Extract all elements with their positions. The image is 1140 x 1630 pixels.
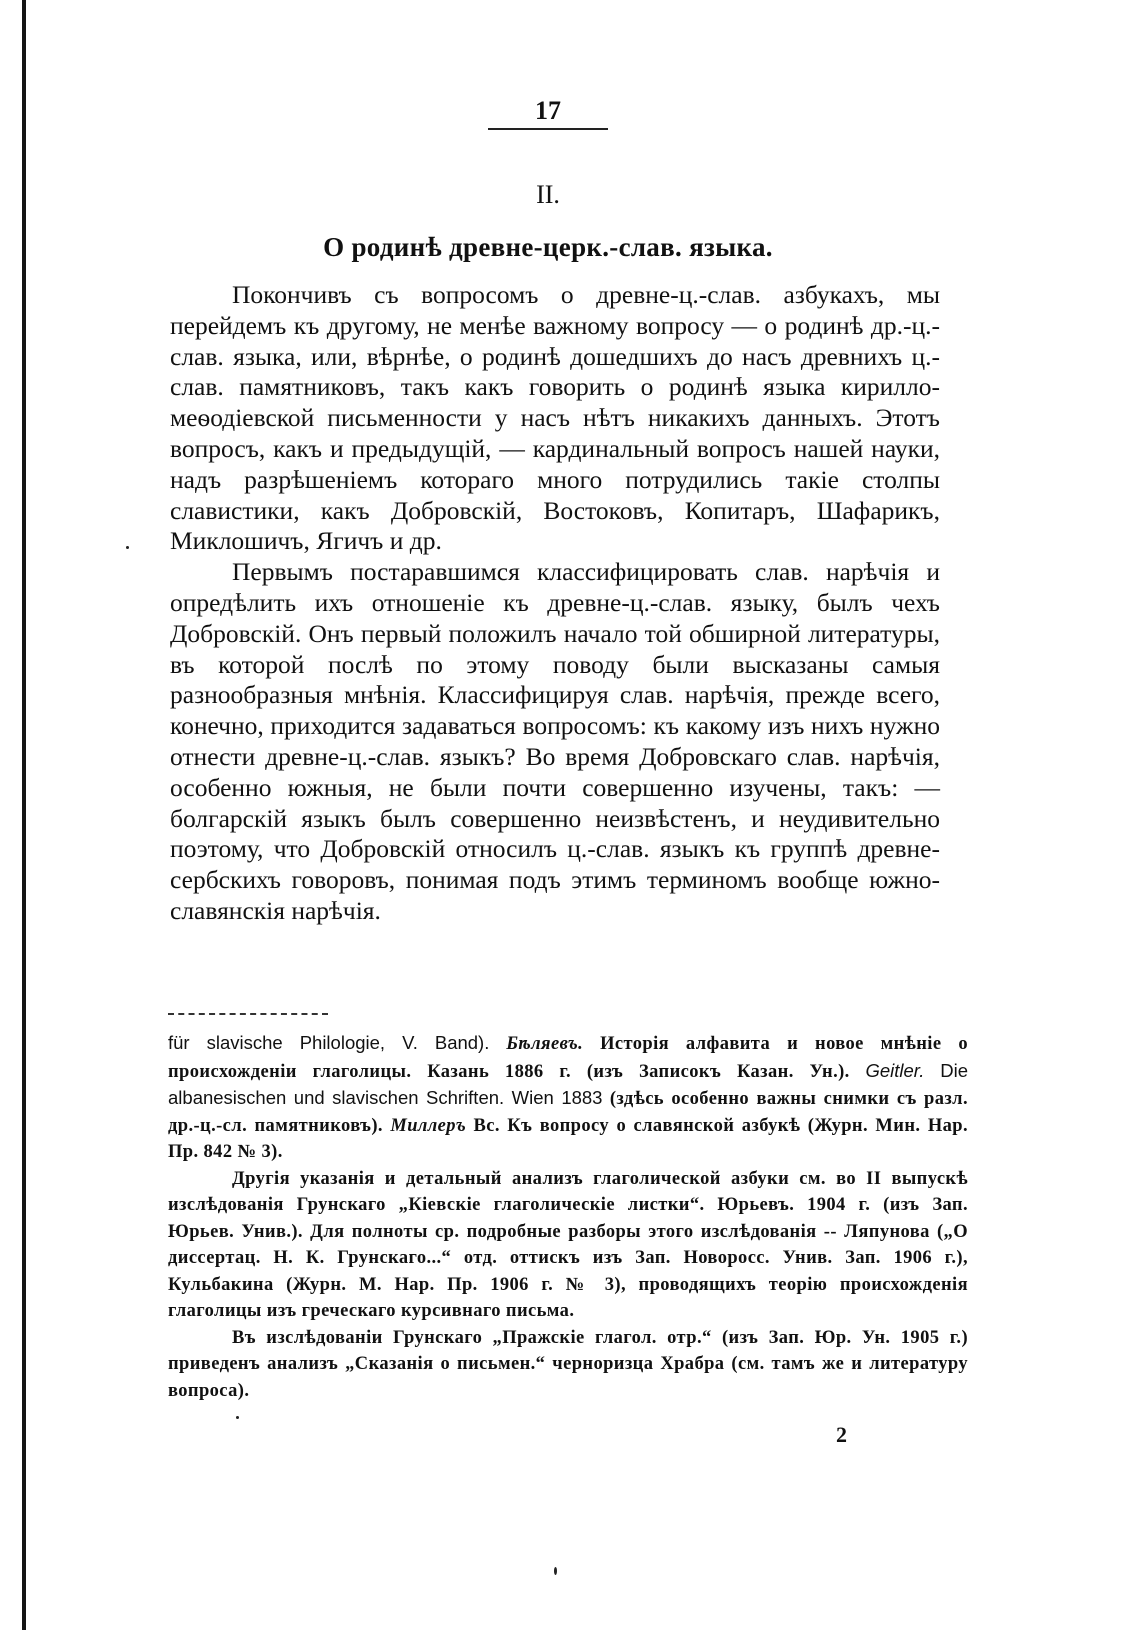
chapter-title: О родинѣ древне-церк.-слав. языка. bbox=[323, 232, 773, 262]
page-number: 17 bbox=[535, 96, 561, 125]
footnote: Другія указанія и детальный анализъ глаголической азбуки см. во II выпускѣ изслѣдованія Грунскаго „Кіевскіе глаголическіе листки“. Юрьевъ. 1904 г. (изъ Зап. Юрьев. Унив.). Для полноты ср. подробные разборы этого изслѣдованія -- Ляпунова („О диссертац. Н. К. Грунскаго...“ отд. оттискъ изъ Зап. Новоросс. Унив. Зап. 1906 г.), Кульбакина (Журн. М. Нар. Пр. 1906 г. № 3), проводящихъ теорію происхожденія глаголицы изъ греческаго курсивнаго письма. bbox=[168, 1168, 968, 1321]
signature-mark: 2 bbox=[836, 1422, 847, 1447]
footnote-text: (здѣсь особенно важны снимки съ разл. др.-ц.-сл. памятниковъ). bbox=[168, 1089, 968, 1136]
footnote-separator bbox=[168, 1013, 328, 1015]
footnote bbox=[168, 1030, 968, 1166]
footnote-text: Die albanesischen und slavischen Schriften. Wien 1883 bbox=[168, 1059, 968, 1108]
footnote-text: Вс. Къ вопросу о славянской азбукѣ (Журн. Мин. Нар. Пр. 842 № 3). bbox=[168, 1115, 968, 1162]
footnote-text: Исторія алфавита и новое мнѣніе о происхожденіи глаголицы. Казань 1886 г. (изъ Записокъ Казан. Ун.). bbox=[168, 1034, 969, 1082]
scan-speck bbox=[236, 1416, 239, 1419]
body-text bbox=[170, 280, 940, 927]
footnote-text: für slavische Philologie, V. Band). bbox=[168, 1032, 490, 1053]
footnote-author: Бѣляевъ. bbox=[506, 1034, 584, 1054]
footnote-author: Миллеръ bbox=[390, 1115, 467, 1136]
footnotes bbox=[168, 1030, 968, 1404]
chapter-number: II. bbox=[536, 180, 560, 209]
scan-speck bbox=[126, 546, 129, 549]
scan-speck bbox=[554, 1567, 557, 1575]
paragraph: Покончивъ съ вопросомъ о древне-ц.-слав. азбукахъ, мы перейдемъ къ другому, не менѣе важному вопросу — о родинѣ др.-ц.-слав. языка, или, вѣрнѣе, о родинѣ дошедшихъ до насъ древнихъ ц.-слав. памятниковъ, такъ какъ говорить о родинѣ языка кирилло-меѳодіевской письменности у насъ нѣтъ никакихъ данныхъ. Этотъ вопросъ, какъ и предыдущій, — кардинальный вопросъ нашей науки, надъ разрѣшеніемъ котораго много потрудились такіе столпы славистики, какъ Добровскій, Востоковъ, Копитаръ, Шафарикъ, Миклошичъ, Ягичъ и др. bbox=[170, 280, 940, 556]
paragraph: Первымъ постаравшимся классифицировать слав. нарѣчія и опредѣлить ихъ отношеніе къ древне-ц.-слав. языку, былъ чехъ Добровскій. Онъ первый положилъ начало той обширной литературы, въ которой послѣ по этому поводу были высказаны самыя разнообразныя мнѣнія. Классифицируя слав. нарѣчія, прежде всего, конечно, приходится задаваться вопросомъ: къ какому изъ нихъ нужно отнести древне-ц.-слав. языкъ? Во время Добровскаго слав. нарѣчія, особенно южныя, не были почти совершенно изучены, такъ: — болгарскій языкъ былъ совершенно неизвѣстенъ, и неудивительно поэтому, что Добровскій относилъ ц.-слав. языкъ къ группѣ древне-сербскихъ говоровъ, понимая подъ этимъ терминомъ вообще южно-славянскія нарѣчія. bbox=[170, 557, 940, 925]
page-number-rule bbox=[488, 128, 608, 130]
footnote: Въ изслѣдованіи Грунскаго „Пражскіе глагол. отр.“ (изъ Зап. Юр. Ун. 1905 г.) приведенъ анализъ „Сказанія о письмен.“ черноризца Храбра (см. тамъ же и литературу вопроса). bbox=[168, 1327, 968, 1401]
footnote-author: Geitler. bbox=[865, 1059, 925, 1081]
